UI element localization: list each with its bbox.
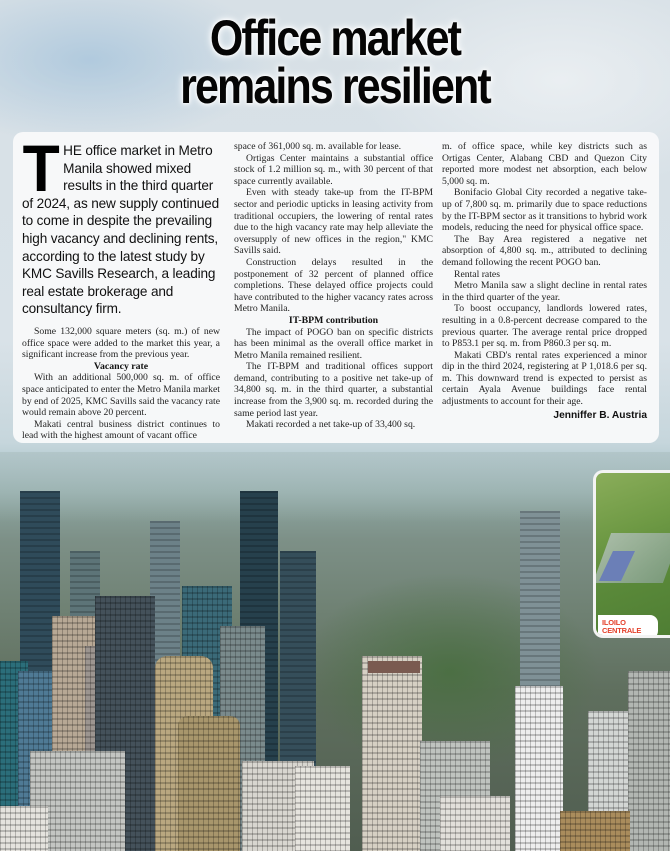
article-column-3 [442, 141, 647, 421]
building [560, 811, 630, 851]
article-lede [22, 131, 220, 318]
paragraph: The impact of POGO ban on specific districts has been minimal as the overall office market in Metro Manila remained resilient. [234, 326, 433, 361]
article-column-1 [22, 131, 220, 442]
column-1-body [22, 326, 220, 442]
building [178, 716, 240, 851]
paragraph: To boost occupancy, landlords lowered rates, resulting in a 0.8-percent decrease compared to the previous quarter. The average rental price dropped to P853.1 per sq. m. from P860.3 per sq. m. [442, 303, 647, 350]
column-3-body [442, 141, 647, 408]
logo-line-2: CENTRALE [602, 625, 642, 635]
logo-line-1: ILOILO [602, 618, 626, 627]
logo-sub: MEGAWORLD [633, 634, 652, 638]
paragraph: Metro Manila saw a slight decline in rental rates in the third quarter of the year. [442, 280, 647, 303]
building [515, 686, 563, 851]
byline: Jenniffer B. Austria [553, 409, 647, 421]
paragraph: Even with steady take-up from the IT-BPM sector and periodic upticks in leasing activity from traditional occupiers, the lowering of rental rates due to the high vacancy rate may help alleviate the oversupply of new offices in the region," KMC Savills said. [234, 187, 433, 257]
building [628, 671, 670, 851]
subhead-rental-rates: Rental rates [454, 268, 500, 280]
paragraph: With an additional 500,000 sq. m. of office space anticipated to enter the Metro Manila market by end of 2025, KMC Savills said the vacancy rate would remain above 20 percent. [22, 372, 220, 419]
paragraph: space of 361,000 sq. m. available for lease. [234, 141, 402, 152]
subhead-it-bpm-contribution: IT-BPM contribution [288, 314, 379, 326]
paragraph: m. of office space, while key districts such as Ortigas Center, Alabang CBD and Quezon City reported more modest net absorption, each below 5,000 sq. m. [442, 141, 647, 187]
headline-line-1: Office market [209, 10, 461, 66]
article-box [13, 132, 659, 443]
paragraph: The Bay Area registered a negative net absorption of 4,800 sq. m., attributed to declining demand following the recent POGO ban. [442, 233, 647, 268]
paragraph: Construction delays resulted in the postponement of 32 percent of planned office completions. These delayed office projects could have contributed to the higher vacancy rates across Metro Manila. [234, 256, 433, 315]
headline-line-2: remains resilient [180, 58, 490, 114]
paragraph: Bonifacio Global City recorded a negative take-up of 7,800 sq. m. primarily due to space reductions by the IT-BPM sector as it transitions to hybrid work models, reducing the need for physical office space. [442, 187, 647, 234]
skyline-photo [0, 452, 670, 851]
building [295, 766, 350, 851]
paragraph: Some 132,000 square meters (sq. m.) of new office space were added to the market this year, a significant increase from the previous year. [22, 325, 220, 361]
iloilo-centrale-logo [598, 615, 658, 638]
headline [47, 10, 623, 114]
drop-cap: T [22, 131, 60, 205]
paragraph: Makati CBD's rental rates experienced a minor dip in the third 2024, registering at P 1,018.6 per sq. m. This downward trend is expected to persist as certain Ayala Avenue buildings face rental adjustments to account for their age. [442, 349, 647, 408]
iloilo-centrale-ad[interactable] [593, 470, 670, 638]
sky-haze [0, 452, 670, 522]
paragraph: The IT-BPM and traditional offices support demand, contributing to a positive net take-up of 34,800 sq. m. in the third quarter, a substantial increase from the 3,900 sq. m. recorded during the same period last year. [234, 361, 433, 419]
paragraph: Makati recorded a net take-up of 33,400 sq. [246, 419, 416, 431]
building [440, 796, 510, 851]
article-column-2 [234, 141, 433, 431]
building [0, 806, 48, 851]
lede-text: HE office market in Metro Manila showed mixed results in the third quarter of 2024, as new supply continued to come in despite the prevailing high vacancy and declining rents, according to the latest study by KMC Savills Research, a leading real estate brokerage and consultancy firm. [22, 143, 219, 317]
building-roof [368, 661, 420, 851]
paragraph: Makati central business district continues to lead with the highest amount of vacant office [22, 418, 220, 442]
paragraph: Ortigas Center maintains a substantial office stock of 1.2 million sq. m., with 30 percent of that space currently available. [234, 152, 433, 187]
subhead-vacancy-rate: Vacancy rate [93, 360, 149, 372]
column-2-body [234, 141, 433, 431]
